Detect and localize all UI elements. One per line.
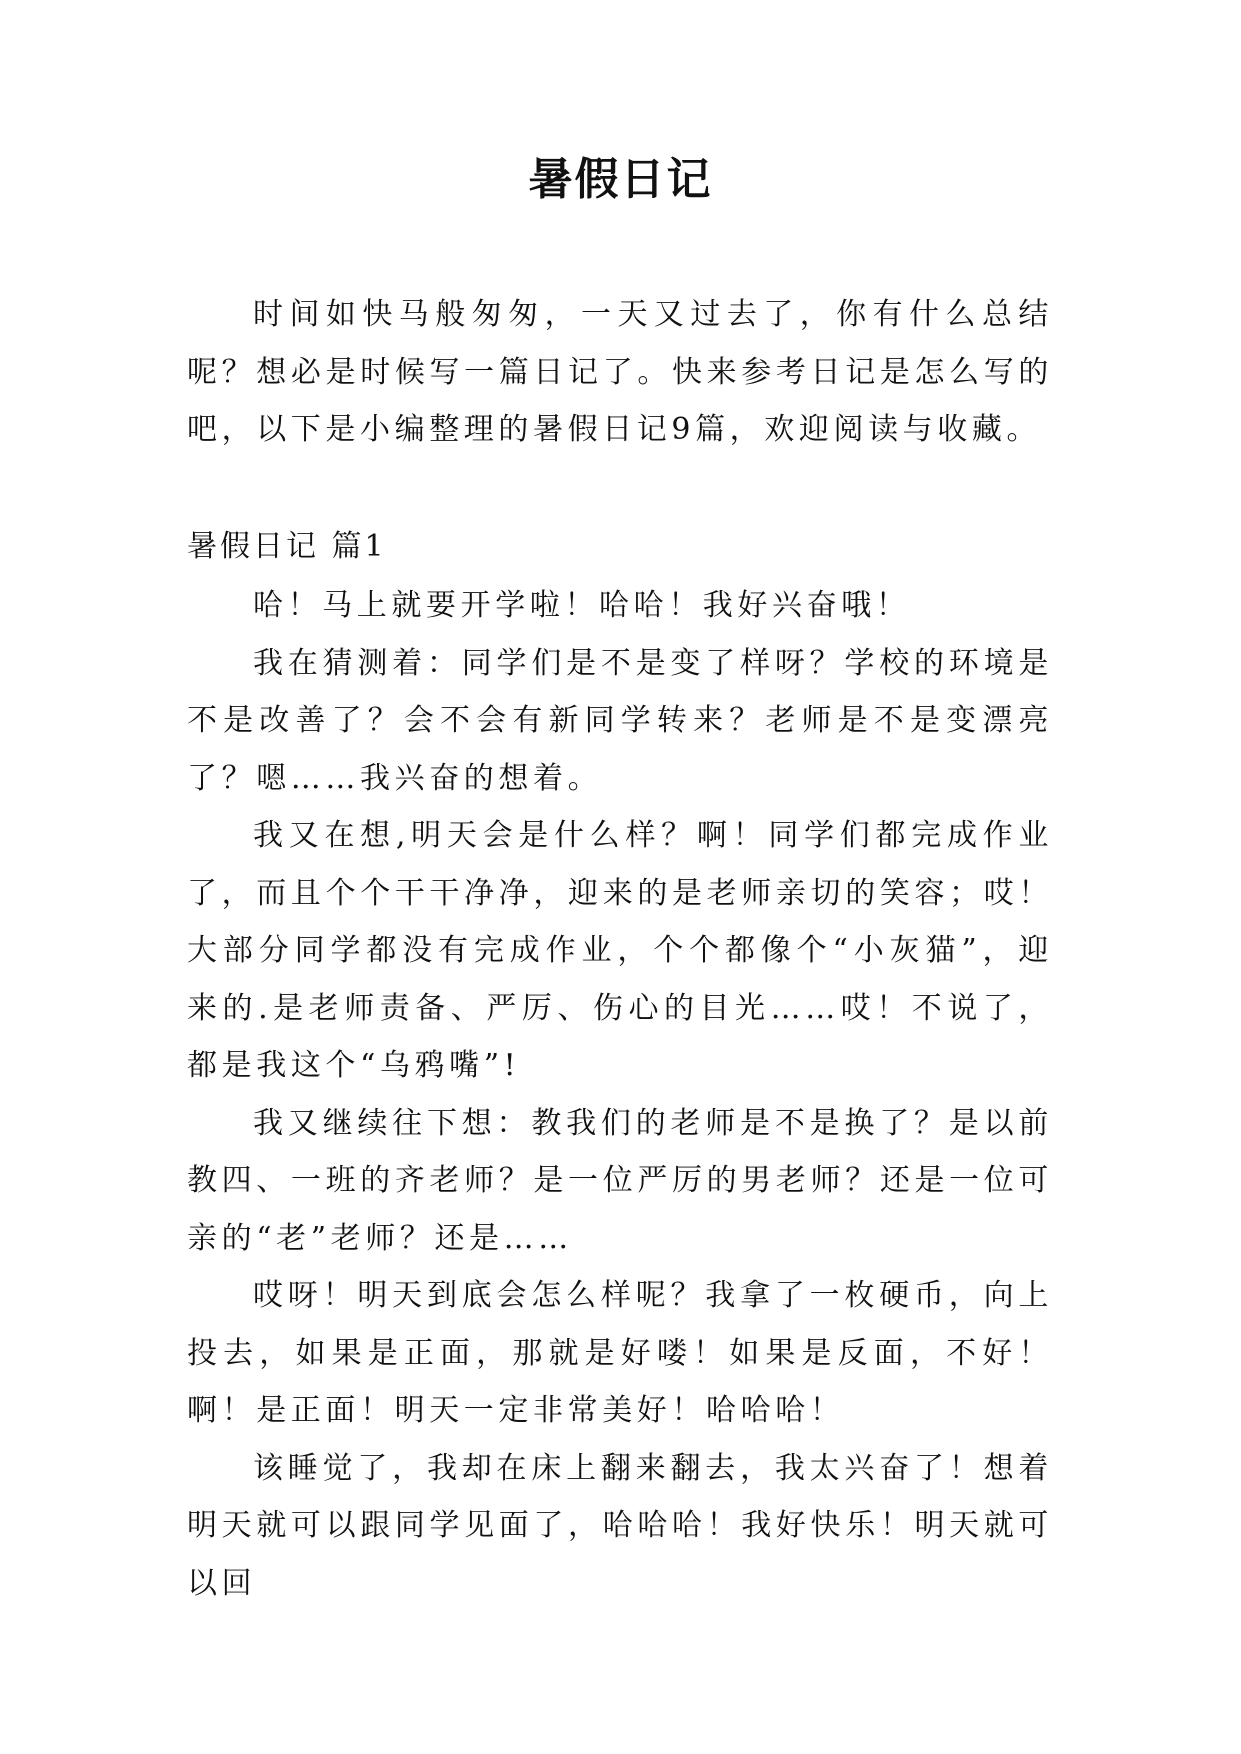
- article-body: [187, 577, 1053, 1612]
- paragraph-3: 我又在想,明天会是什么样？啊！同学们都完成作业了，而且个个干干净净，迎来的是老师亲切的笑容；哎！大部分同学都没有完成作业，个个都像个“小灰猫”，迎来的.是老师责备、严厉、伤心的目光……哎！不说了，都是我这个“乌鸦嘴”!: [187, 818, 1053, 1083]
- paragraph-6: 该睡觉了，我却在床上翻来翻去，我太兴奋了！想着明天就可以跟同学见面了，哈哈哈！我好快乐！明天就可以回: [187, 1450, 1053, 1601]
- paragraph-4: 我又继续往下想：教我们的老师是不是换了？是以前教四、一班的齐老师？是一位严厉的男老师？还是一位可亲的“老”老师？还是……: [187, 1105, 1053, 1256]
- paragraph-5: 哎呀！明天到底会怎么样呢？我拿了一枚硬币，向上投去，如果是正面，那就是好喽！如果是反面，不好！啊！是正面！明天一定非常美好！哈哈哈！: [187, 1278, 1053, 1428]
- intro-paragraph: 时间如快马般匆匆，一天又过去了，你有什么总结呢？想必是时候写一篇日记了。快来参考日记是怎么写的吧，以下是小编整理的暑假日记9篇，欢迎阅读与收藏。: [187, 297, 1053, 447]
- section-heading: 暑假日记 篇1: [187, 529, 387, 564]
- paragraph-2: 我在猜测着：同学们是不是变了样呀？学校的环境是不是改善了？会不会有新同学转来？老师是不是变漂亮了？嗯……我兴奋的想着。: [187, 645, 1053, 796]
- intro-section: [187, 286, 1053, 459]
- paragraph-1: 哈！马上就要开学啦！哈哈！我好兴奋哦！: [253, 588, 911, 623]
- page-title: 暑假日记: [528, 154, 713, 205]
